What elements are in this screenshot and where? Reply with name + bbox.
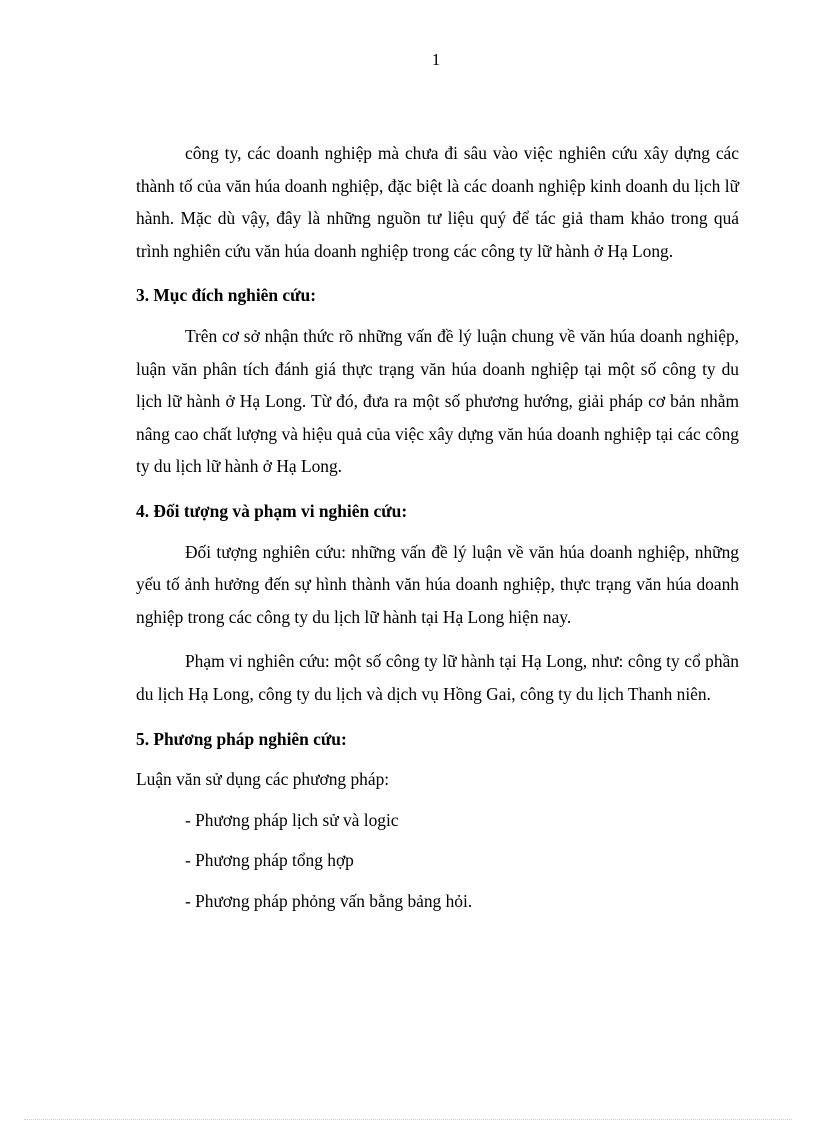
document-body — [136, 137, 739, 925]
section-4-heading: 4. Đối tượng và phạm vi nghiên cứu: — [136, 500, 408, 521]
method-list-item: - Phương pháp tổng hợp — [185, 850, 354, 871]
method-list-item: - Phương pháp phỏng vấn bằng bảng hỏi. — [185, 890, 473, 911]
method-list-item: - Phương pháp lịch sử và logic — [185, 809, 399, 830]
page-number: 1 — [431, 50, 441, 69]
section-3-heading: 3. Mục đích nghiên cứu: — [136, 285, 317, 306]
intro-paragraph: công ty, các doanh nghiệp mà chưa đi sâu vào việc nghiên cứu xây dựng các thành tố của văn húa doanh nghiệp, đặc biệt là các doanh nghiệp kinh doanh du lịch lữ hành. Mặc dù vậy, đây là những nguồn tư liệu quý để tác giả tham khảo trong quá trình nghiên cứu văn húa doanh nghiệp trong các công ty lữ hành ở Hạ Long. — [136, 143, 739, 261]
page-bottom-divider — [24, 1119, 792, 1120]
section-4-paragraph-scope: Đối tượng nghiên cứu: những vấn đề lý luận về văn húa doanh nghiệp, những yếu tố ảnh hưởng đến sự hình thành văn húa doanh nghiệp, thực trạng văn húa doanh nghiệp trong các công ty du lịch lữ hành tại Hạ Long hiện nay. — [136, 541, 739, 627]
section-3-paragraph: Trên cơ sở nhận thức rõ những vấn đề lý luận chung về văn húa doanh nghiệp, luận văn phân tích đánh giá thực trạng văn húa doanh nghiệp tại một số công ty du lịch lữ hành ở Hạ Long. Từ đó, đưa ra một số phương hướng, giải pháp cơ bản nhằm nâng cao chất lượng và hiệu quả của việc xây dựng văn húa doanh nghiệp tại các công ty du lịch lữ hành ở Hạ Long. — [136, 325, 739, 477]
section-5-intro: Luận văn sử dụng các phương pháp: — [136, 769, 390, 790]
section-4-paragraph-range: Phạm vi nghiên cứu: một số công ty lữ hành tại Hạ Long, như: công ty cổ phần du lịch Hạ Long, công ty du lịch và dịch vụ Hồng Gai, công ty du lịch Thanh niên. — [136, 651, 739, 704]
section-5-heading: 5. Phương pháp nghiên cứu: — [136, 728, 347, 749]
